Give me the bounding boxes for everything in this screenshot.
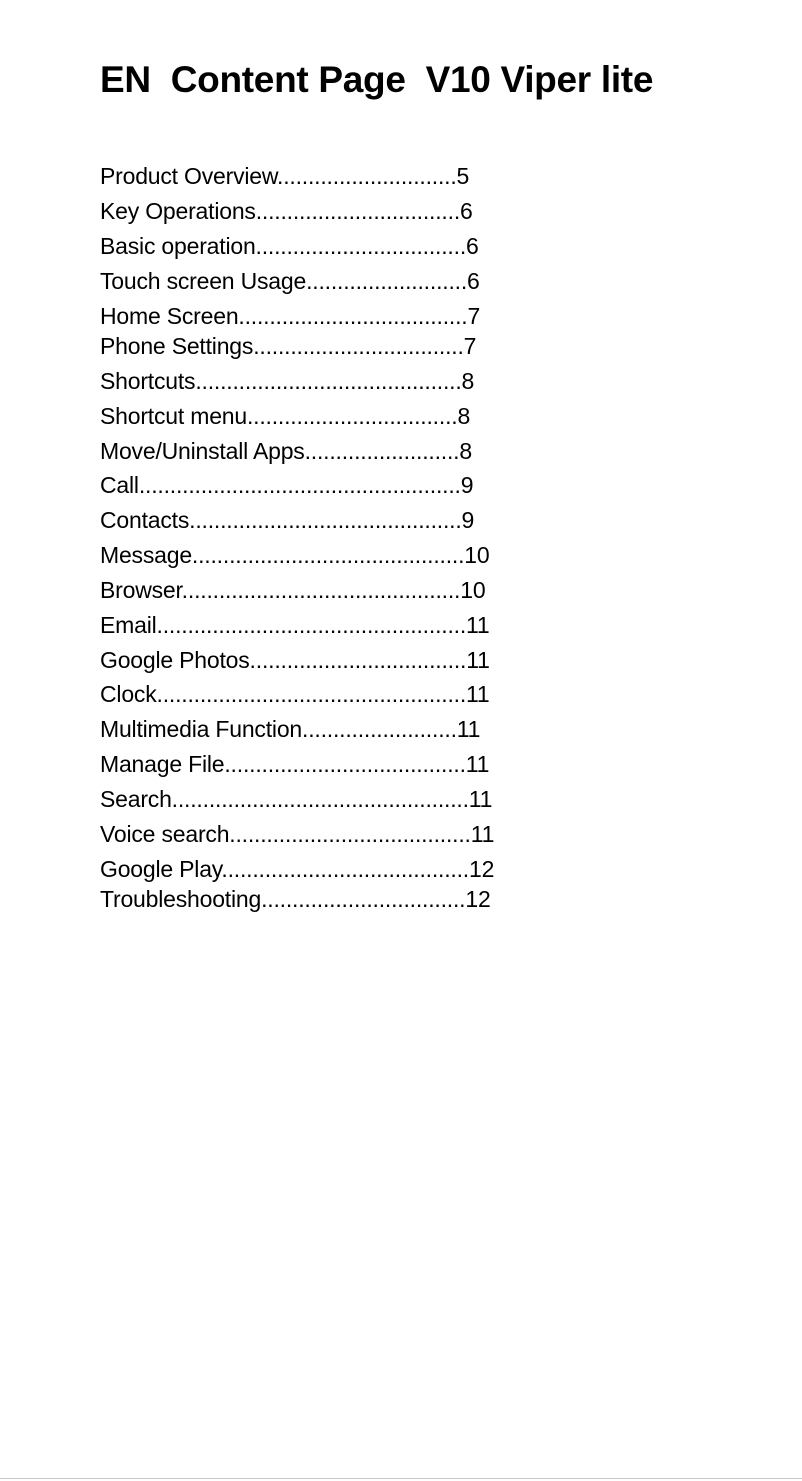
page-title: EN Content Page V10 Viper lite bbox=[100, 59, 654, 100]
toc-entry-message: Message............................................10 bbox=[100, 542, 490, 568]
toc-entry-contacts: Contacts............................................9 bbox=[100, 507, 475, 533]
toc-entry-basic-operation: Basic operation..................................6 bbox=[100, 233, 479, 259]
toc-entry-clock: Clock..................................................11 bbox=[100, 681, 490, 707]
toc-entry-manage-file: Manage File.......................................11 bbox=[100, 751, 490, 777]
toc-entry-email: Email..................................................11 bbox=[100, 612, 490, 638]
toc-entry-move-uninstall-apps: Move/Uninstall Apps.........................8 bbox=[100, 438, 472, 464]
toc-entry-voice-search: Voice search.......................................11 bbox=[100, 821, 495, 847]
toc-entry-home-screen: Home Screen.....................................7 bbox=[100, 303, 481, 329]
toc-entry-shortcut-menu: Shortcut menu..................................8 bbox=[100, 403, 471, 429]
toc-entry-search: Search................................................11 bbox=[100, 786, 493, 812]
toc-entry-troubleshooting: Troubleshooting.................................12 bbox=[100, 886, 491, 912]
page-bottom-divider bbox=[0, 1478, 802, 1479]
toc-entry-google-photos: Google Photos...................................11 bbox=[100, 647, 490, 673]
toc-entry-product-overview: Product Overview.............................5 bbox=[100, 163, 470, 189]
toc-entry-multimedia-function: Multimedia Function.........................11 bbox=[100, 716, 481, 742]
toc-entry-call: Call....................................................9 bbox=[100, 472, 474, 498]
toc-entry-key-operations: Key Operations.................................6 bbox=[100, 198, 473, 224]
toc-entry-browser: Browser.............................................10 bbox=[100, 577, 486, 603]
toc-entry-touch-screen-usage: Touch screen Usage..........................6 bbox=[100, 268, 480, 294]
toc-entry-phone-settings: Phone Settings..................................7 bbox=[100, 333, 477, 359]
toc-entry-google-play: Google Play........................................12 bbox=[100, 856, 495, 882]
toc-entry-shortcuts: Shortcuts...........................................8 bbox=[100, 368, 475, 394]
